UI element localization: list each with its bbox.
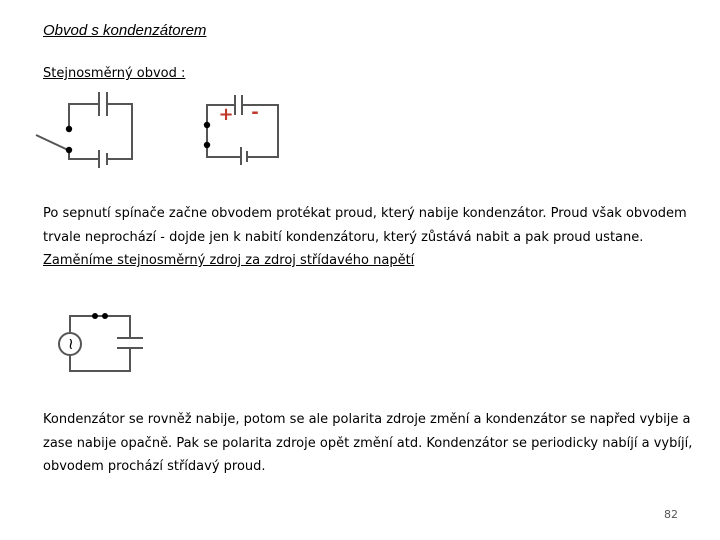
capacitor-minus-sign: -	[251, 102, 259, 123]
dc-circuit-heading: Stejnosměrný obvod :	[43, 66, 186, 81]
switch-pivot-dot	[66, 147, 72, 153]
capacitor-plus-sign: +	[218, 104, 234, 125]
ac-source-tilde: ~	[61, 337, 80, 351]
ac-circuit-diagram	[55, 308, 145, 380]
page-number: 82	[664, 508, 678, 521]
dc-explanation-text: Po sepnutí spínače začne obvodem protékat proud, který nabije kondenzátor. Proud však obvodem trvale neprochází - dojde jen k nabití kondenzátoru, který zůstává nabit a pak proud ustane.	[43, 206, 687, 245]
dc-circuit-charged-capacitor-diagram	[195, 92, 290, 167]
page-title: Obvod s kondenzátorem	[43, 22, 207, 39]
switch-terminal-dot	[66, 126, 72, 132]
dc-explanation-block	[43, 202, 693, 273]
dc-circuit-open-switch-diagram	[30, 88, 150, 178]
ac-circuit-heading: Zaměníme stejnosměrný zdroj za zdroj střídavého napětí	[43, 253, 415, 268]
ac-explanation-text: Kondenzátor se rovněž nabije, potom se ale polarita zdroje změní a kondenzátor se napřed vybije a zase nabije opačně. Pak se polarita zdroje opět změní atd. Kondenzátor se periodicky nabíjí a vybíjí, obvodem prochází střídavý proud.	[43, 412, 693, 474]
